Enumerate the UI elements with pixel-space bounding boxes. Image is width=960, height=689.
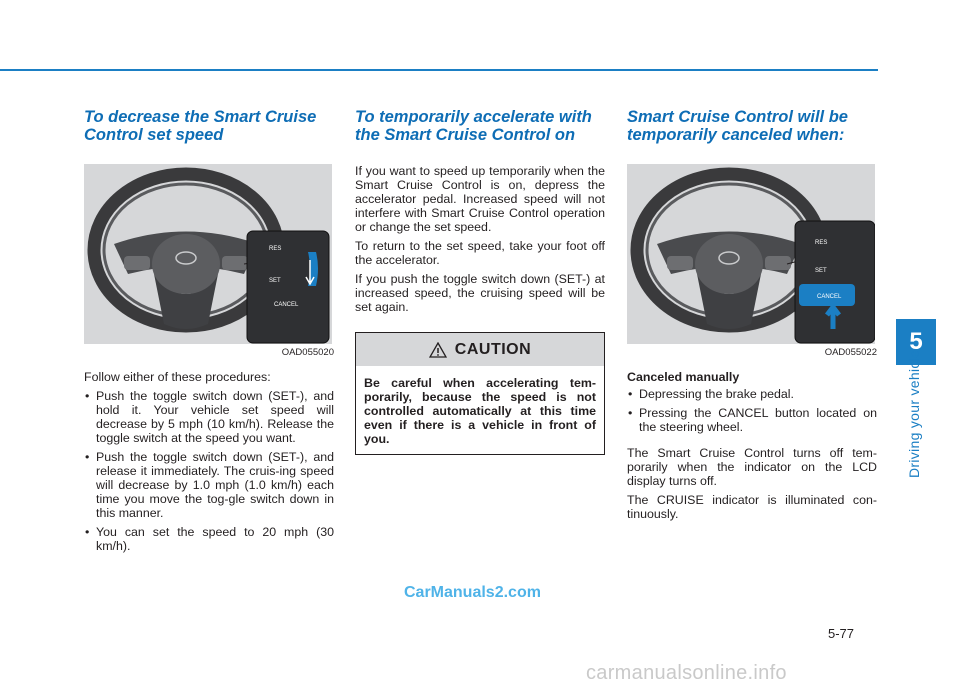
caution-header bbox=[356, 333, 604, 366]
figure-code: OAD055022 bbox=[824, 347, 877, 358]
header-rule bbox=[0, 69, 878, 71]
fig-res-label: RES bbox=[269, 246, 282, 252]
fig-set-label: SET bbox=[269, 278, 281, 284]
list-item: • You can set the speed to 20 mph (30 km/h). bbox=[84, 525, 334, 553]
column-temporary-cancel bbox=[627, 108, 877, 526]
subheading: Canceled manually bbox=[627, 370, 740, 384]
steering-wheel-figure bbox=[627, 164, 875, 344]
column-temporary-accelerate bbox=[355, 108, 605, 455]
watermark-text: carmanualsonline.info bbox=[586, 662, 787, 684]
paragraph: To return to the set speed, take your foot off the accelerator. bbox=[355, 239, 605, 267]
paragraph: If you want to speed up temporarily when the Smart Cruise Control is on, depress the accelerator pedal. Increased speed will not interfere with Smart Cruise Control operation or change the set speed. bbox=[355, 164, 605, 234]
section-heading: To temporarily accelerate with the Smart Cruise Control on bbox=[355, 108, 592, 144]
chapter-title: Driving your vehicle bbox=[906, 349, 922, 478]
section-heading: To decrease the Smart Cruise Control set speed bbox=[84, 108, 317, 144]
caution-title: CAUTION bbox=[454, 340, 532, 358]
fig-res-label: RES bbox=[815, 240, 828, 246]
figure-code: OAD055020 bbox=[281, 347, 334, 358]
intro-text: Follow either of these procedures: bbox=[84, 370, 271, 384]
caution-body: Be careful when accelerating tem-porarily, because the speed is not controlled automatically at this time even if there is a vehicle in front of you. bbox=[364, 376, 596, 446]
column-decrease-speed bbox=[84, 108, 334, 558]
fig-cancel-label: CANCEL bbox=[274, 302, 299, 308]
steering-wheel-illustration bbox=[84, 164, 332, 344]
caution-box bbox=[355, 332, 605, 455]
paragraph: If you push the toggle switch down (SET-) at increased speed, the cruising speed will be set again. bbox=[355, 272, 605, 314]
steering-wheel-figure bbox=[84, 164, 332, 344]
list-item: • Push the toggle switch down (SET-), and hold it. Your vehicle set speed will decrease by 5 mph (10 km/h). Release the toggle switch at the speed you want. bbox=[84, 389, 334, 445]
procedure-list bbox=[84, 389, 334, 553]
section-heading: Smart Cruise Control will be temporarily canceled when: bbox=[627, 108, 848, 144]
watermark-link[interactable]: CarManuals2.com bbox=[404, 584, 541, 601]
chapter-tab: 5 bbox=[896, 319, 936, 365]
page-number: 5-77 bbox=[828, 626, 855, 641]
cancel-list bbox=[627, 387, 877, 434]
warning-triangle-icon bbox=[429, 342, 447, 358]
list-item: • Depressing the brake pedal. bbox=[627, 387, 877, 401]
fig-set-label: SET bbox=[815, 268, 827, 274]
fig-cancel-label: CANCEL bbox=[817, 294, 842, 300]
list-item: • Push the toggle switch down (SET-), and release it immediately. The cruis-ing speed will decrease by 1.0 mph (1.0 km/h) each time you move the tog-gle switch down in this manner. bbox=[84, 450, 334, 520]
list-item: • Pressing the CANCEL button located on the steering wheel. bbox=[627, 406, 877, 434]
steering-wheel-illustration bbox=[627, 164, 875, 344]
paragraph: The Smart Cruise Control turns off tem-porarily when the indicator on the LCD display turns off. bbox=[627, 446, 877, 488]
paragraph: The CRUISE indicator is illuminated con-tinuously. bbox=[627, 493, 877, 521]
